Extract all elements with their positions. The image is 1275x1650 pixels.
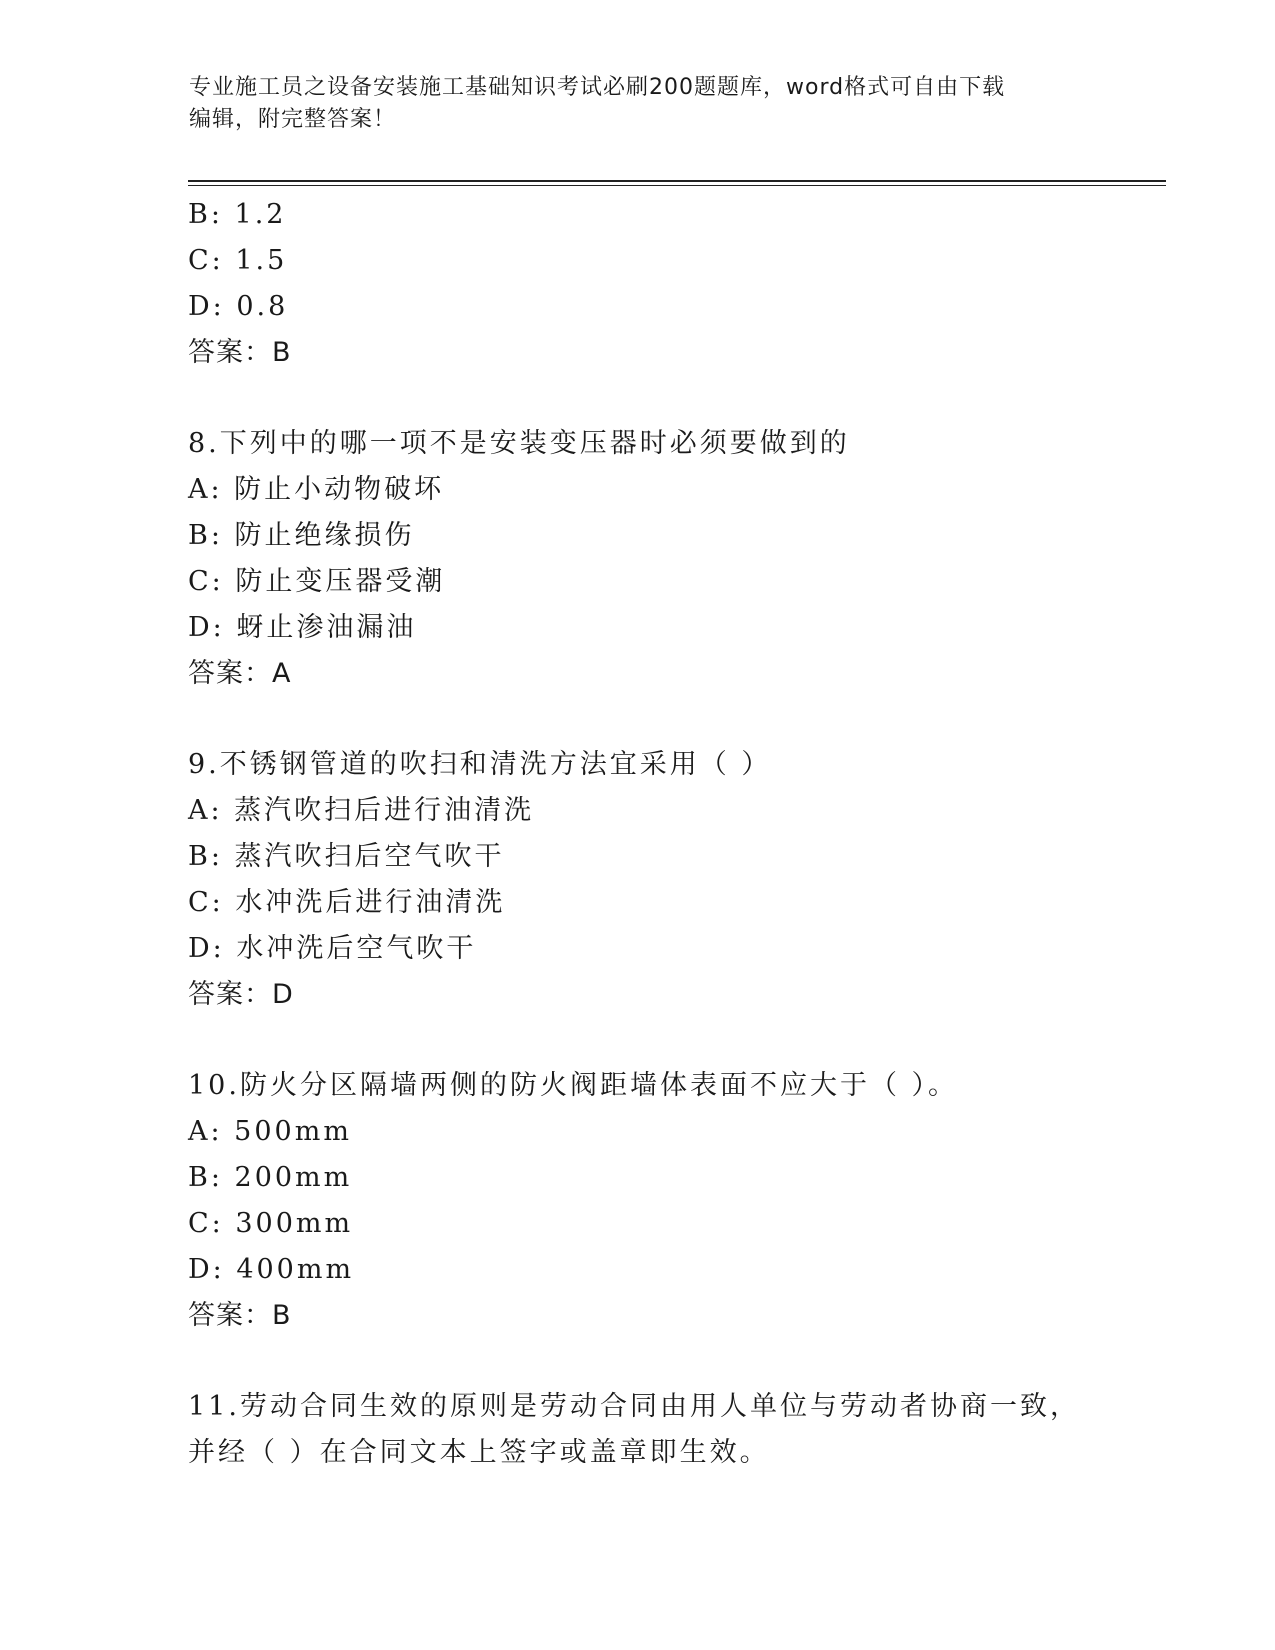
- question-stem: 10.防火分区隔墙两侧的防火阀距墙体表面不应大于（ ）。: [188, 1070, 959, 1101]
- question-stem: 9.不锈钢管道的吹扫和清洗方法宜采用（ ）: [188, 749, 772, 780]
- option-c: C: 1.5: [188, 245, 288, 276]
- option-b: B: 防止绝缘损伤: [188, 520, 415, 551]
- header-divider-thick: [188, 180, 1166, 182]
- answer-text: 答案：B: [188, 1300, 292, 1331]
- answer-text: 答案：B: [188, 337, 292, 368]
- header-divider-thin: [188, 185, 1166, 186]
- question-11: [188, 1384, 1168, 1476]
- option-d: D: 蚜止渗油漏油: [188, 612, 417, 643]
- option-a: A: 蒸汽吹扫后进行油清洗: [188, 795, 535, 826]
- option-a: A: 500mm: [188, 1116, 352, 1147]
- question-stem: 11.劳动合同生效的原则是劳动合同由用人单位与劳动者协商一致，并经（ ）在合同文本上签字或盖章即生效。: [188, 1391, 1080, 1468]
- question-8: [188, 421, 1168, 697]
- option-b: B: 蒸汽吹扫后空气吹干: [188, 841, 505, 872]
- option-c: C: 水冲洗后进行油清洗: [188, 887, 506, 918]
- option-b: B: 200mm: [188, 1162, 353, 1193]
- option-c: C: 300mm: [188, 1208, 354, 1239]
- question-9: [188, 742, 1168, 1018]
- option-c: C: 防止变压器受潮: [188, 566, 446, 597]
- document-header: [189, 72, 1089, 136]
- option-d: D: 水冲洗后空气吹干: [188, 933, 477, 964]
- option-a: A: 防止小动物破坏: [188, 474, 445, 505]
- option-d: D: 400mm: [188, 1254, 355, 1285]
- answer-text: 答案：D: [188, 979, 294, 1010]
- header-line-2: 编辑，附完整答案！: [189, 107, 397, 132]
- question-stem: 8.下列中的哪一项不是安装变压器时必须要做到的: [188, 428, 850, 459]
- option-b: B: 1.2: [188, 199, 287, 230]
- header-line-1: 专业施工员之设备安装施工基础知识考试必刷200题题库，word格式可自由下载: [189, 75, 1006, 100]
- option-d: D: 0.8: [188, 291, 289, 322]
- question-7-partial: [188, 192, 1168, 376]
- question-10: [188, 1063, 1168, 1339]
- question-list: [188, 192, 1168, 1476]
- answer-text: 答案：A: [188, 658, 292, 689]
